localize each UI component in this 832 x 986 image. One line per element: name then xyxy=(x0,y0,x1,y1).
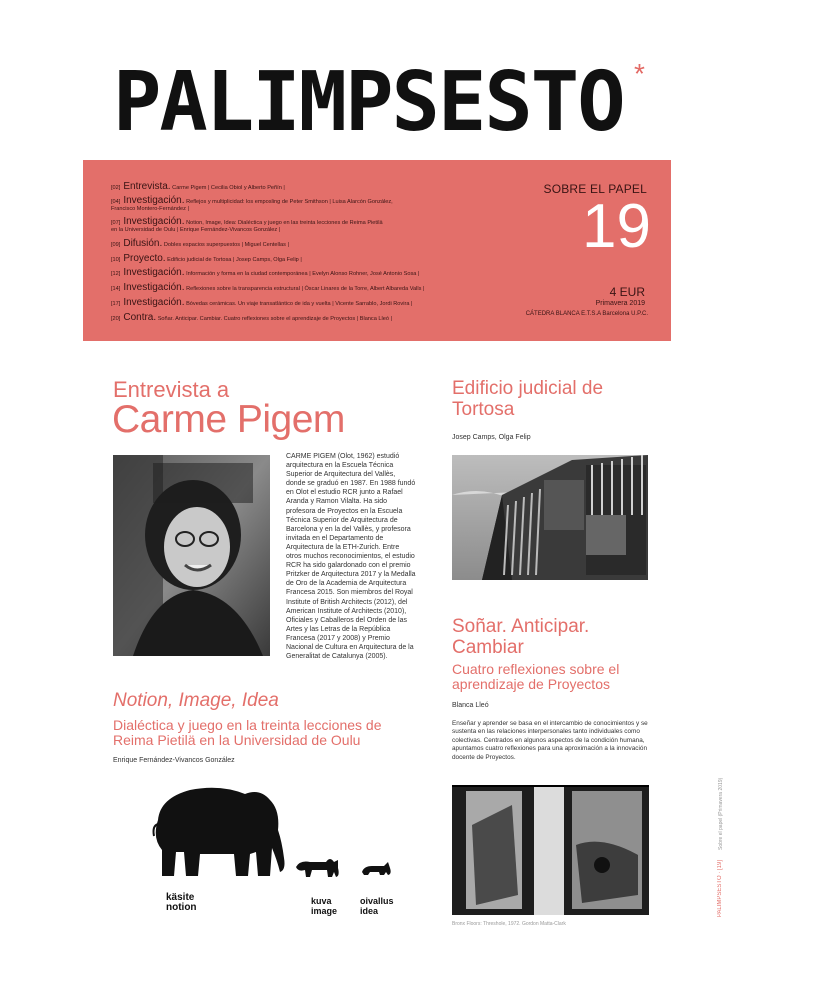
photo-caption: Bronx Floors: Threshole, 1972. Gordon Matta-Clark xyxy=(452,921,566,927)
toc-title-cont: en la Universidad de Oulu xyxy=(111,227,176,233)
label-image-bottom: image xyxy=(311,906,338,916)
notion-image-illustration xyxy=(150,780,410,895)
tortosa-photo xyxy=(452,455,648,580)
issue-number: 19 xyxy=(582,192,651,261)
season: Primavera 2019 xyxy=(595,300,645,307)
toc-authors: | Luisa Alarcón González, xyxy=(329,199,393,205)
tortosa-title: Edificio judicial de Tortosa xyxy=(452,378,604,420)
toc-item xyxy=(111,314,392,323)
toc-item xyxy=(111,183,285,192)
label-notion-top: käsite xyxy=(166,892,195,903)
toc-item xyxy=(111,284,424,293)
toc-title: Carme Pigem xyxy=(172,185,207,191)
toc-item xyxy=(111,240,289,249)
sonar-author: Blanca Lleó xyxy=(452,702,489,709)
toc-page-number: [09] xyxy=(111,242,121,248)
toc-section: Investigación. xyxy=(123,297,185,308)
masthead-asterisk: * xyxy=(634,58,645,89)
matta-clark-photo xyxy=(452,785,649,915)
issue-label: SOBRE EL PAPEL xyxy=(543,182,647,196)
toc-title: Bóvedas cerámicas. Un viaje transatlántico de ida y vuelta xyxy=(186,301,331,307)
notion-subtitle: Dialéctica y juego en la treinta lecciones de Reima Pietilä en la Universidad de Oulu xyxy=(113,717,382,748)
toc-page-number: [14] xyxy=(111,286,121,292)
toc-section: Investigación. xyxy=(123,267,185,278)
feature-kicker: Entrevista a xyxy=(113,377,230,402)
toc-title: Reflejos y multiplicidad: los emposling de Peter Smithson xyxy=(186,199,328,205)
toc-authors: | Evelyn Alonso Rohner, José Antonio Sosa | xyxy=(309,271,420,277)
toc-section: Investigación. xyxy=(123,195,185,206)
toc-authors: | Blanca Lleó | xyxy=(356,316,392,322)
label-notion-bottom: notion xyxy=(166,902,197,913)
label-idea-top: oivallus xyxy=(360,896,394,906)
toc-section: Entrevista. xyxy=(123,181,171,192)
label-notion xyxy=(166,893,197,913)
tortosa-authors: Josep Camps, Olga Felip xyxy=(452,434,531,441)
toc-authors-cont: Francisco Montero-Fernández | xyxy=(111,206,189,212)
toc-page-number: [17] xyxy=(111,301,121,307)
toc-authors: | Vicente Sarrablo, Jordi Rovira | xyxy=(332,301,413,307)
feature-name: Carme Pigem xyxy=(112,398,345,441)
toc-authors: | Óscar Linares de la Torre, Albert Albareda Valls | xyxy=(301,286,425,292)
toc-title: Reflexiones sobre la transparencia estructural xyxy=(186,286,300,292)
toc-section: Difusión. xyxy=(123,238,163,249)
label-image xyxy=(311,896,337,916)
toc-authors: | Josep Camps, Olga Felip | xyxy=(232,257,302,263)
sonar-title: Soñar. Anticipar. Cambiar xyxy=(452,616,590,658)
feature-bio: CARME PIGEM (Olot, 1962) estudió arquitectura en la Escuela Técnica Superior de Arquitectura del Vallès, donde se graduó en 1987. En 1988 fundó en Olot el estudio RCR junto a Rafael Aranda y Ramon Vilalta. Ha sido profesora de Proyectos en la Escuela Técnica Superior de Arquitectura de Barcelona y en la del Vallès, y profesora invitada en el Departamento de Arquitectura de la ETH-Zurich. Entre otros muchos reconocimientos, el estudio RCR ha sido galardonado con el premio Pritzker de Arquitectura 2017 y la Medalla de Oro de la Academia de Arquitectura Francesa 2015. Son miembros del Royal Institute of British Architects (2012), del American Institute of Architects (2010), Oficiales y Caballeros del Orden de las Artes y las Letras de la República Francesa (2017 y 2008) y Premio Nacional de Cultura en Arquitectura de la Generalitat de Catalunya (2005). xyxy=(286,453,416,661)
toc-section: Proyecto. xyxy=(123,253,166,264)
toc-title: Edificio judicial de Tortosa xyxy=(167,257,232,263)
toc-section: Investigación. xyxy=(123,282,185,293)
price: 4 EUR xyxy=(609,285,645,299)
side-folio: PALIMPSESTO · [19] xyxy=(717,860,723,918)
toc-page-number: [12] xyxy=(111,271,121,277)
toc-title: Dobles espacios superpuestos xyxy=(163,242,240,248)
toc-title: Soñar. Anticipar. Cambiar. Cuatro reflexiones sobre el aprendizaje de Proyectos xyxy=(157,316,356,322)
toc-item xyxy=(111,269,419,278)
portrait-photo xyxy=(113,455,270,656)
publisher: CÁTEDRA BLANCA E.T.S.A Barcelona U.P.C. xyxy=(525,311,648,317)
toc-title: Notion, Image, Idea: Dialéctica y juego en las treinta lecciones de Reima Pietilä xyxy=(186,220,383,226)
toc-item xyxy=(111,218,383,234)
toc-authors: | Cecilia Obiol y Alberto Peñín | xyxy=(207,185,285,191)
toc-page-number: [10] xyxy=(111,257,121,263)
toc-authors: | Enrique Fernández-Vivancos González | xyxy=(176,227,281,233)
toc-item xyxy=(111,197,393,213)
toc-title: Información y forma en la ciudad contemporánea xyxy=(186,271,308,277)
masthead-title: PALIMPSESTO xyxy=(113,55,624,150)
toc-item xyxy=(111,255,302,264)
toc-page-number: [20] xyxy=(111,316,121,322)
notion-author: Enrique Fernández-Vivancos González xyxy=(113,757,235,764)
sonar-subtitle: Cuatro reflexiones sobre el aprendizaje de Proyectos xyxy=(452,661,620,692)
label-idea xyxy=(360,896,394,916)
toc-page-number: [07] xyxy=(111,220,121,226)
running-head: Sobre el papel (Primavera 2019) xyxy=(718,777,724,850)
toc-page-number: [04] xyxy=(111,199,121,205)
sonar-body: Enseñar y aprender se basa en el intercambio de conocimientos y se sustenta en las relaciones interpersonales tanto individuales como colectivas. Centrados en algunos aspectos de la condición humana, apuntamos cuatro reflexiones para una aproximación a la innovación docente de Proyectos. xyxy=(452,720,648,761)
toc-section: Contra. xyxy=(123,312,157,323)
label-idea-bottom: idea xyxy=(360,906,379,916)
toc-item xyxy=(111,299,412,308)
toc-section: Investigación. xyxy=(123,216,185,227)
toc-page-number: [02] xyxy=(111,185,121,191)
table-of-contents xyxy=(83,160,671,341)
notion-title: Notion, Image, Idea xyxy=(113,690,279,711)
toc-authors: | Miguel Centellas | xyxy=(241,242,289,248)
label-image-top: kuva xyxy=(311,896,332,906)
